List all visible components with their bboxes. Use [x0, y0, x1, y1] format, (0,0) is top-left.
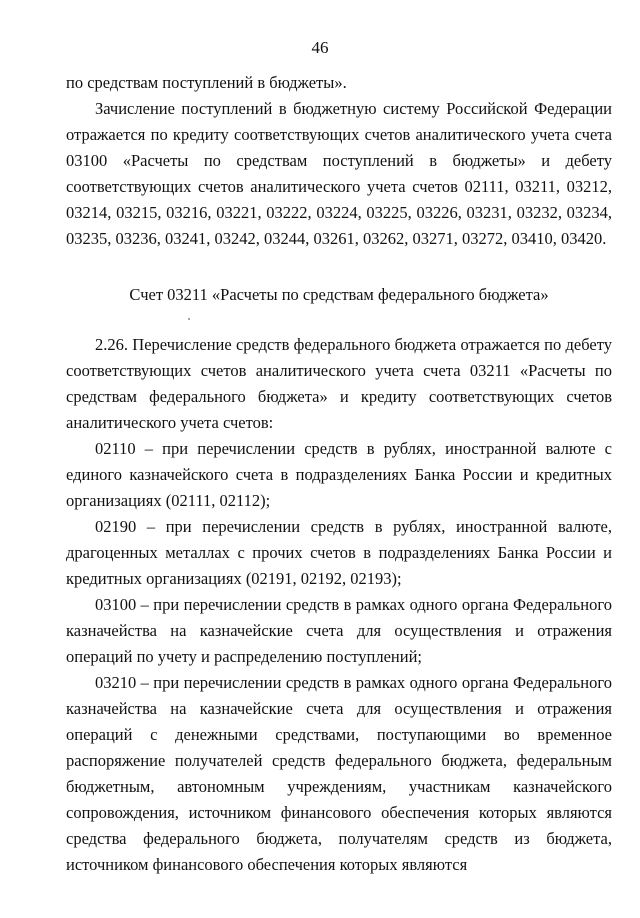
list-item-02110: 02110 – при перечислении средств в рублях, иностранной валюте с единого казначейского счета в подразделениях Банка России и кредитных организациях (02111, 02112);: [66, 439, 612, 510]
list-item-03210: 03210 – при перечислении средств в рамках одного органа Федерального казначейства на казначейские счета для осуществления и отражения операций с денежными средствами, поступающими во временное распоряжение получателей средств федерального бюджета, федеральным бюджетным, автономным учреждениям, участникам казначейского сопровождения, источником финансового обеспечения которых являются средства федерального бюджета, получателям средств из бюджета, источником финансового обеспечения которых являются: [66, 673, 612, 874]
paragraph-revenue-crediting: Зачисление поступлений в бюджетную систему Российской Федерации отражается по кредиту соответствующих счетов аналитического учета счета 03100 «Расчеты по средствам поступлений в бюджеты» и дебету соответствующих счетов аналитического учета счетов 02111, 03211, 03212, 03214, 03215, 03216, 03221, 03222, 03224, 03225, 03226, 03231, 03232, 03234, 03235, 03236, 03241, 03242, 03244, 03261, 03262, 03271, 03272, 03410, 03420.: [66, 99, 612, 248]
paragraph-continuation: по средствам поступлений в бюджеты».: [66, 73, 347, 92]
page-number: 46: [311, 38, 329, 57]
paragraph-2-26: 2.26. Перечисление средств федерального бюджета отражается по дебету соответствующих счетов аналитического учета счета 03211 «Расчеты по средствам федерального бюджета» и кредиту соответствующих счетов аналитического учета счетов:: [66, 335, 612, 432]
section-heading-account-03211: Счет 03211 «Расчеты по средствам федерального бюджета»: [129, 285, 549, 304]
scan-speck: [188, 318, 190, 320]
list-item-02190: 02190 – при перечислении средств в рублях, иностранной валюте, драгоценных металлах с прочих счетов в подразделениях Банка России и кредитных организациях (02191, 02192, 02193);: [66, 517, 612, 588]
list-item-03100: 03100 – при перечислении средств в рамках одного органа Федерального казначейства на казначейские счета для осуществления и отражения операций по учету и распределению поступлений;: [66, 595, 612, 666]
